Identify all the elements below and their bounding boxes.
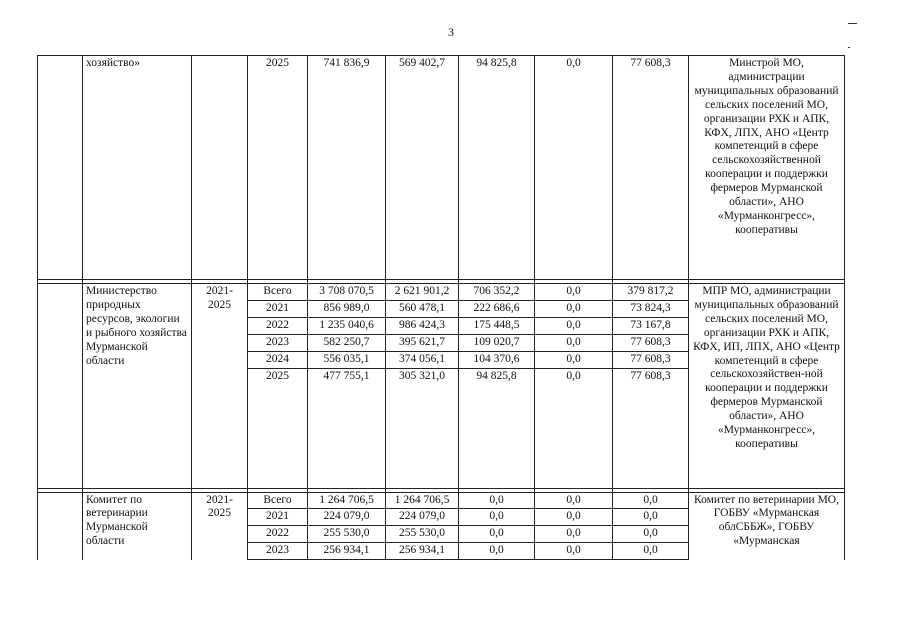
block-1 [38, 56, 845, 284]
year-cell: 2025 [248, 368, 308, 488]
funding-cell: 94 825,8 [459, 56, 535, 280]
responsible-cell: Минстрой МО, администрации муниципальных образований сельских поселений МО, организации РХК и АПК, КФХ, ЛПХ, АНО «Центр компетенций в сфере сельскохозяйственной кооперации и поддержки фермеров Мурманской области», АНО «Мурманконгресс», кооперативы [689, 56, 845, 280]
funding-cell: 0,0 [613, 509, 689, 526]
executor-name: хозяйство» [83, 56, 192, 280]
index-cell [38, 492, 83, 560]
total-cell: 477 755,1 [308, 368, 386, 488]
funding-cell: 0,0 [535, 543, 613, 560]
period-cell: 2021-2025 [192, 492, 248, 560]
funding-cell: 395 621,7 [386, 334, 459, 351]
funding-cell: 0,0 [613, 526, 689, 543]
period-cell: 2021-2025 [192, 284, 248, 489]
total-cell: 856 989,0 [308, 300, 386, 317]
funding-cell: 0,0 [459, 509, 535, 526]
funding-cell: 0,0 [535, 334, 613, 351]
scan-mark [848, 23, 857, 24]
funding-cell: 94 825,8 [459, 368, 535, 488]
executor-name: Министерство природных ресурсов, экологии и рыбного хозяйства Мурманской области [83, 284, 192, 489]
funding-cell: 0,0 [535, 492, 613, 509]
table-row [38, 284, 845, 301]
year-cell: 2023 [248, 543, 308, 560]
total-cell: 741 836,9 [308, 56, 386, 280]
funding-cell: 0,0 [535, 509, 613, 526]
funding-cell: 175 448,5 [459, 317, 535, 334]
funding-cell: 0,0 [459, 526, 535, 543]
funding-cell: 73 167,8 [613, 317, 689, 334]
program-funding-table [37, 55, 845, 560]
funding-cell: 104 370,6 [459, 351, 535, 368]
year-cell: 2023 [248, 334, 308, 351]
funding-cell: 2 621 901,2 [386, 284, 459, 301]
funding-cell: 77 608,3 [613, 368, 689, 488]
funding-cell: 0,0 [459, 492, 535, 509]
funding-cell: 379 817,2 [613, 284, 689, 301]
funding-cell: 560 478,1 [386, 300, 459, 317]
funding-cell: 73 824,3 [613, 300, 689, 317]
funding-cell: 77 608,3 [613, 351, 689, 368]
total-cell: 256 934,1 [308, 543, 386, 560]
funding-cell: 77 608,3 [613, 334, 689, 351]
block-3 [38, 492, 845, 560]
funding-cell: 0,0 [613, 492, 689, 509]
total-cell: 224 079,0 [308, 509, 386, 526]
index-cell [38, 56, 83, 280]
funding-cell: 0,0 [459, 543, 535, 560]
funding-cell: 706 352,2 [459, 284, 535, 301]
responsible-cell: Комитет по ветеринарии МО, ГОБВУ «Мурманская облСББЖ», ГОБВУ «Мурманская [689, 492, 845, 560]
year-cell: Всего [248, 284, 308, 301]
year-cell: 2024 [248, 351, 308, 368]
block-2 [38, 284, 845, 493]
funding-cell: 255 530,0 [386, 526, 459, 543]
table-row [38, 492, 845, 509]
year-cell: 2021 [248, 509, 308, 526]
funding-cell: 109 020,7 [459, 334, 535, 351]
funding-cell: 222 686,6 [459, 300, 535, 317]
total-cell: 556 035,1 [308, 351, 386, 368]
funding-cell: 0,0 [535, 351, 613, 368]
year-cell: 2021 [248, 300, 308, 317]
funding-cell: 0,0 [535, 300, 613, 317]
page-number: 3 [448, 25, 454, 39]
funding-cell: 374 056,1 [386, 351, 459, 368]
responsible-cell: МПР МО, администрации муниципальных образований сельских поселений МО, организации РХК и АПК, КФХ, ИП, ЛПХ, АНО «Центр компетенций в сфере сельскохозяйствен-ной кооперации и поддержки фермеров Мурманской области», АНО «Мурманконгресс», кооперативы [689, 284, 845, 489]
year-cell: 2025 [248, 56, 308, 280]
funding-cell: 0,0 [535, 284, 613, 301]
program-table-wrapper [37, 55, 845, 560]
executor-name: Комитет по ветеринарии Мурманской области [83, 492, 192, 560]
period-cell [192, 56, 248, 280]
table-row [38, 56, 845, 280]
funding-cell: 0,0 [535, 56, 613, 280]
funding-cell: 305 321,0 [386, 368, 459, 488]
funding-cell: 0,0 [613, 543, 689, 560]
total-cell: 582 250,7 [308, 334, 386, 351]
funding-cell: 224 079,0 [386, 509, 459, 526]
funding-cell: 1 264 706,5 [386, 492, 459, 509]
total-cell: 1 264 706,5 [308, 492, 386, 509]
total-cell: 255 530,0 [308, 526, 386, 543]
funding-cell: 0,0 [535, 368, 613, 488]
funding-cell: 0,0 [535, 317, 613, 334]
funding-cell: 0,0 [535, 526, 613, 543]
year-cell: 2022 [248, 317, 308, 334]
year-cell: Всего [248, 492, 308, 509]
funding-cell: 256 934,1 [386, 543, 459, 560]
year-cell: 2022 [248, 526, 308, 543]
total-cell: 3 708 070,5 [308, 284, 386, 301]
funding-cell: 77 608,3 [613, 56, 689, 280]
funding-cell: 986 424,3 [386, 317, 459, 334]
funding-cell: 569 402,7 [386, 56, 459, 280]
scan-mark [848, 47, 850, 48]
index-cell [38, 284, 83, 489]
total-cell: 1 235 040,6 [308, 317, 386, 334]
